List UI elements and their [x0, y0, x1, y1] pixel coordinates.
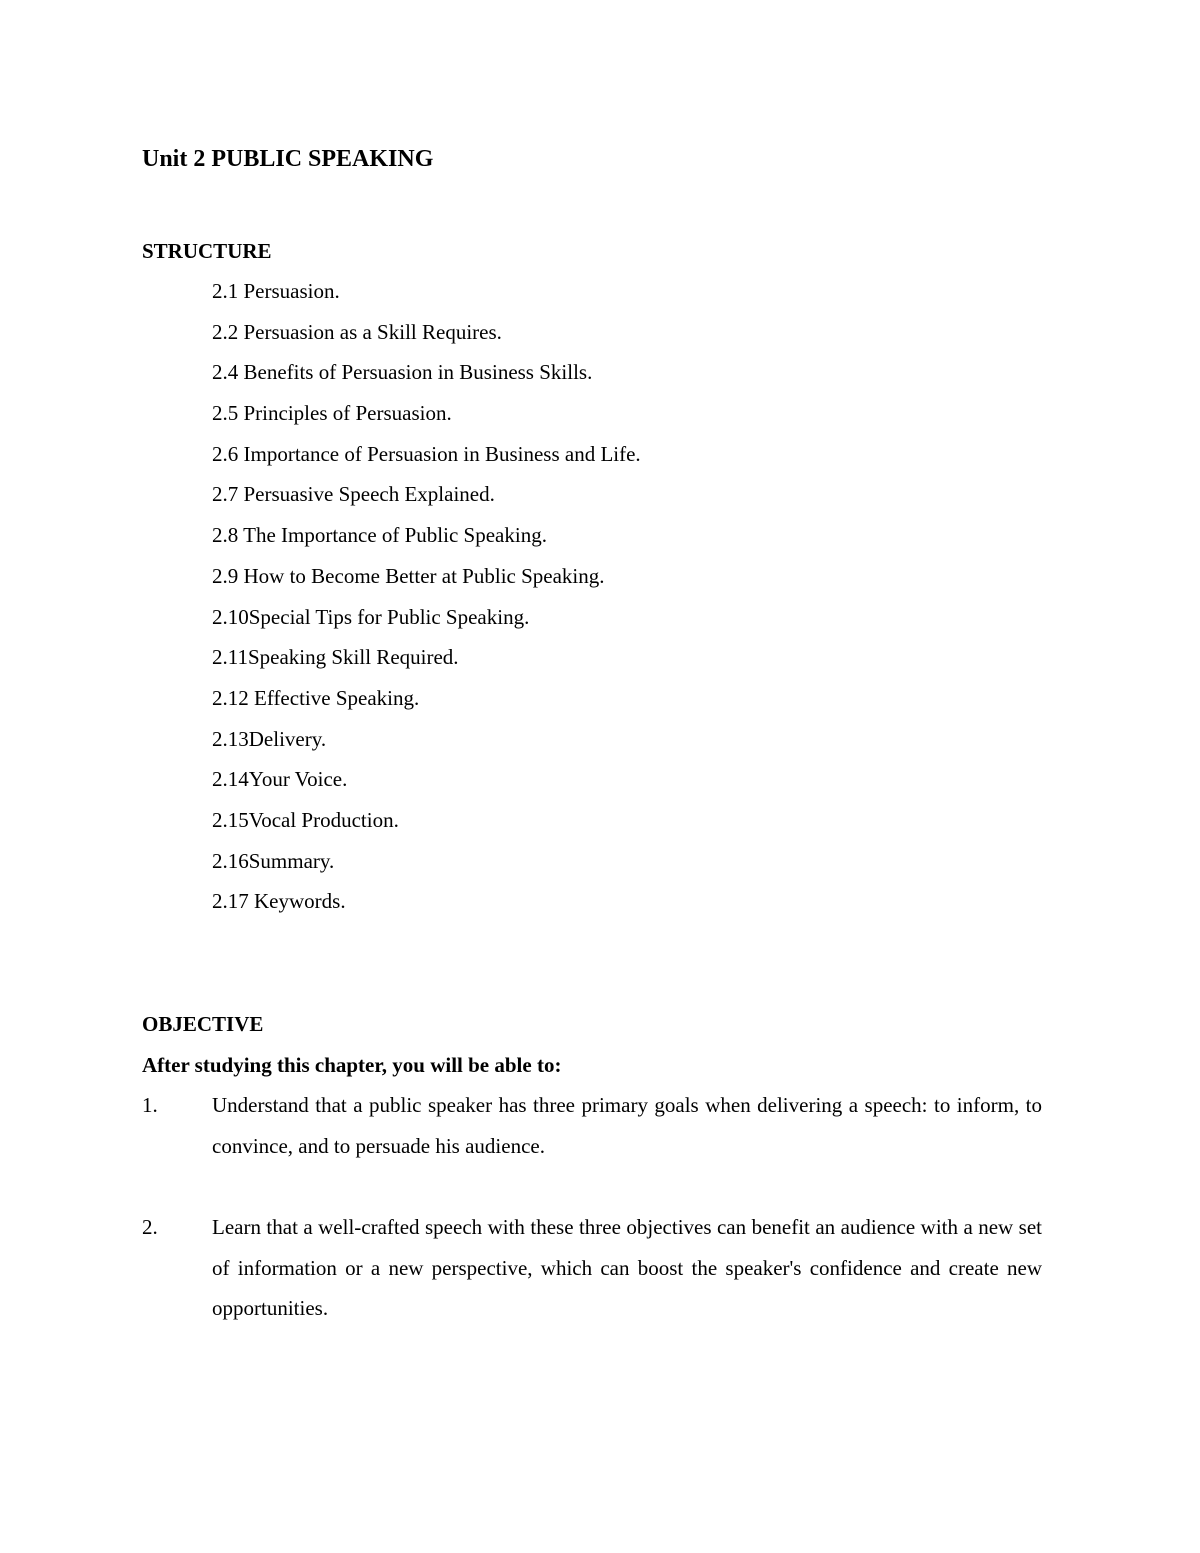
- structure-item: 2.10Special Tips for Public Speaking.: [212, 604, 530, 629]
- structure-item: 2.1 Persuasion.: [212, 279, 340, 303]
- structure-item: 2.5 Principles of Persuasion.: [212, 401, 452, 426]
- structure-heading: STRUCTURE: [142, 239, 272, 263]
- structure-item: 2.4 Benefits of Persuasion in Business Skills.: [212, 360, 593, 385]
- structure-item: 2.15Vocal Production.: [212, 807, 399, 832]
- structure-item: 2.14Your Voice.: [212, 767, 348, 792]
- structure-item: 2.9 How to Become Better at Public Speaking.: [212, 563, 605, 588]
- structure-item: 2.11Speaking Skill Required.: [212, 645, 459, 670]
- structure-item: 2.2 Persuasion as a Skill Requires.: [212, 319, 502, 344]
- structure-item: 2.8 The Importance of Public Speaking.: [212, 523, 547, 548]
- structure-item: 2.13Delivery.: [212, 726, 327, 751]
- objective-intro: After studying this chapter, you will be able to:: [142, 1053, 562, 1077]
- structure-item: 2.16Summary.: [212, 848, 335, 873]
- unit-title: Unit 2 PUBLIC SPEAKING: [142, 146, 434, 172]
- structure-item: 2.12 Effective Speaking.: [212, 685, 420, 710]
- objective-text: Understand that a public speaker has three primary goals when delivering a speech: to inform, to convince, and to persuade his audience.: [212, 1093, 1042, 1158]
- structure-item: 2.6 Importance of Persuasion in Business and Life.: [212, 441, 641, 466]
- objective-item: [142, 1085, 1042, 1166]
- objective-number: 1.: [142, 1093, 158, 1117]
- objective-number: 2.: [142, 1215, 158, 1239]
- structure-item: 2.7 Persuasive Speech Explained.: [212, 482, 495, 507]
- structure-list: [212, 277, 641, 928]
- objective-heading: OBJECTIVE: [142, 1012, 264, 1036]
- objective-text: Learn that a well-crafted speech with these three objectives can benefit an audience with a new set of information or a new perspective, which can boost the speaker's confidence and create new opportunities.: [212, 1215, 1042, 1321]
- objective-item: [142, 1207, 1042, 1329]
- structure-item: 2.17 Keywords.: [212, 889, 346, 914]
